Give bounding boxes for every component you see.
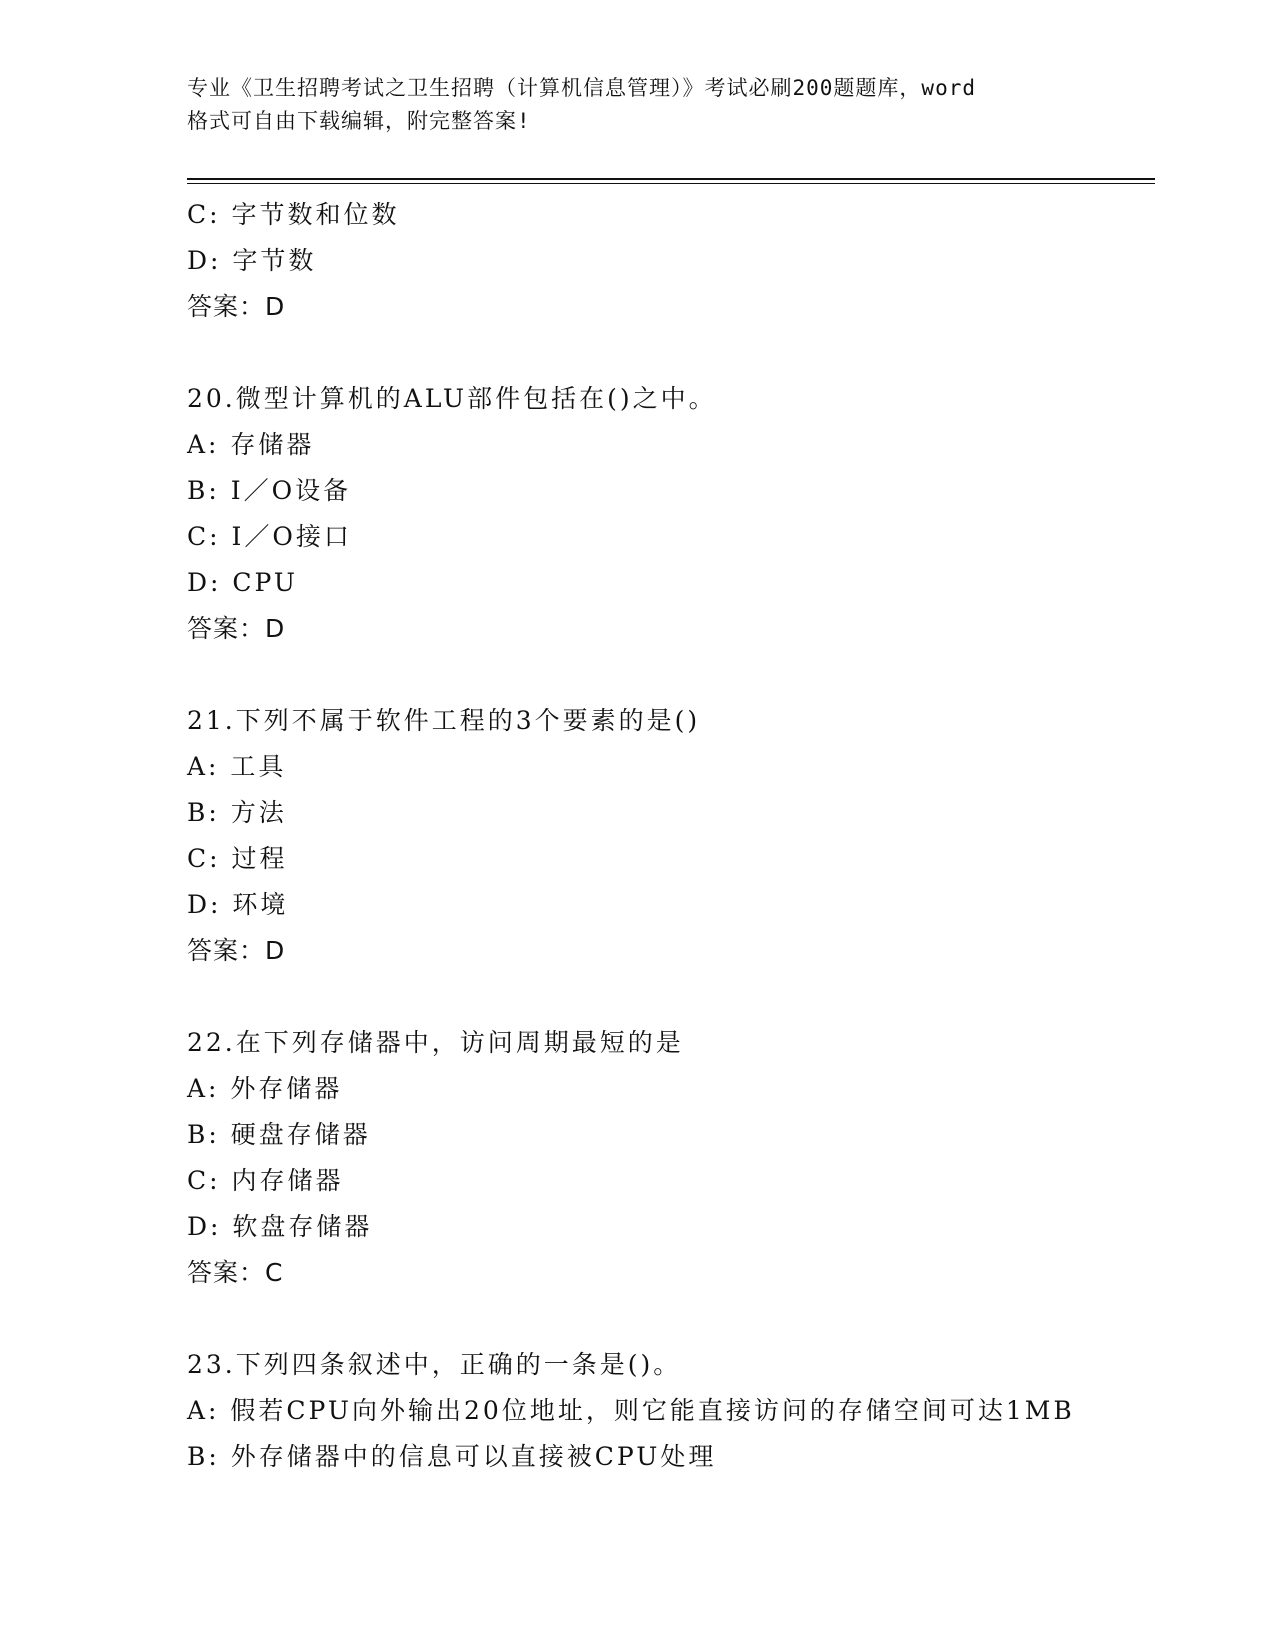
spacer <box>187 330 1147 376</box>
header-title-line-1: 专业《卫生招聘考试之卫生招聘（计算机信息管理）》考试必刷200题题库，word <box>187 76 976 100</box>
option-d: D: CPU <box>187 568 298 597</box>
spacer <box>187 652 1147 698</box>
option-c: C: 内存储器 <box>187 1166 344 1195</box>
option-c: C: 过程 <box>187 844 288 873</box>
question-partial <box>187 192 1147 330</box>
option-a: A: 假若CPU向外输出20位地址，则它能直接访问的存储空间可达1MB <box>187 1396 1075 1425</box>
question-text: 23.下列四条叙述中，正确的一条是()。 <box>187 1350 682 1379</box>
option-a: A: 存储器 <box>187 430 315 459</box>
question-23 <box>187 1342 1147 1480</box>
question-20 <box>187 376 1147 652</box>
question-text: 22.在下列存储器中，访问周期最短的是 <box>187 1028 684 1057</box>
option-d: D: 环境 <box>187 890 289 919</box>
question-list <box>187 192 1147 1480</box>
question-text: 20.微型计算机的ALU部件包括在()之中。 <box>187 384 717 413</box>
option-c: C: I／O接口 <box>187 522 352 551</box>
header-divider-thick <box>187 178 1155 180</box>
option-b: B: 方法 <box>187 798 287 827</box>
answer: 答案：C <box>187 1258 284 1287</box>
question-22 <box>187 1020 1147 1296</box>
header-divider-thin <box>187 183 1155 184</box>
answer: 答案：D <box>187 292 286 321</box>
option-d: D: 字节数 <box>187 246 317 275</box>
option-c: C: 字节数和位数 <box>187 200 400 229</box>
question-text: 21.下列不属于软件工程的3个要素的是() <box>187 706 701 735</box>
header-title-line-2: 格式可自由下载编辑，附完整答案! <box>187 109 531 133</box>
answer: 答案：D <box>187 936 286 965</box>
option-b: B: I／O设备 <box>187 476 352 505</box>
answer: 答案：D <box>187 614 286 643</box>
spacer <box>187 974 1147 1020</box>
question-21 <box>187 698 1147 974</box>
option-b: B: 硬盘存储器 <box>187 1120 371 1149</box>
option-a: A: 外存储器 <box>187 1074 343 1103</box>
document-header <box>187 72 1087 138</box>
option-d: D: 软盘存储器 <box>187 1212 373 1241</box>
option-a: A: 工具 <box>187 752 287 781</box>
spacer <box>187 1296 1147 1342</box>
option-b: B: 外存储器中的信息可以直接被CPU处理 <box>187 1442 717 1471</box>
